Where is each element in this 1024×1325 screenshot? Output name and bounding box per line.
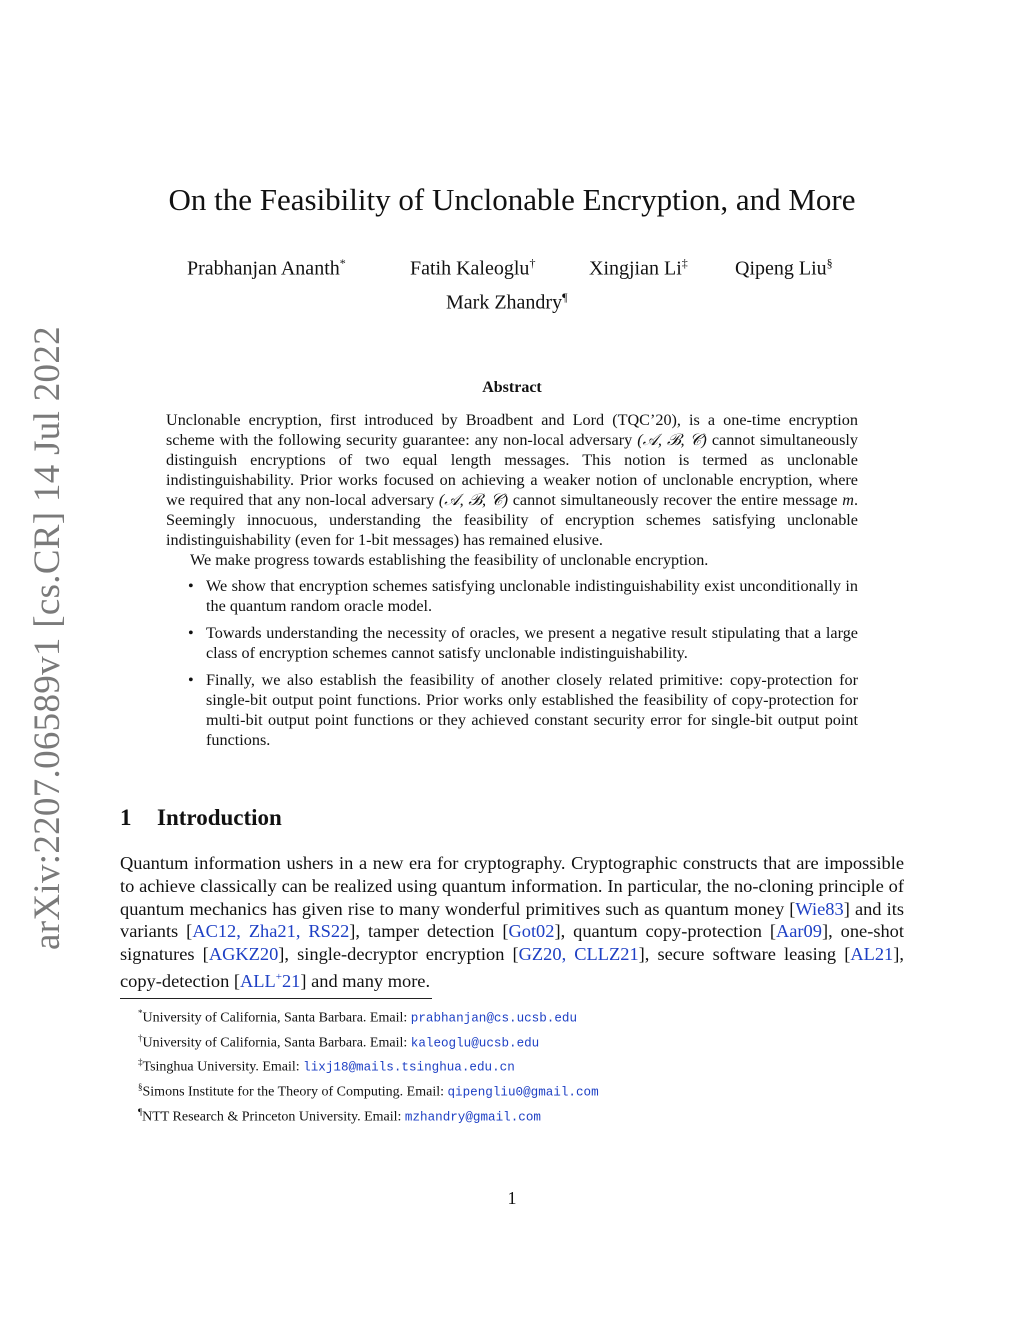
footnote-text: Simons Institute for the Theory of Computing. Email: <box>142 1084 448 1100</box>
abstract-paragraph <box>166 410 858 550</box>
intro-text: ] and its variants [ <box>120 898 905 942</box>
citation-part: ALL <box>240 971 276 992</box>
footnote-text: Tsinghua University. Email: <box>142 1059 304 1075</box>
list-item-text: Finally, we also establish the feasibility of another closely related primitive: copy-protection for single-bit output point functions. Prior works only established the feasibility of copy-protection for multi-bit output point functions or they achieved constant security error for single-bit output point functions. <box>206 671 858 749</box>
citation-link[interactable]: Aar09 <box>775 921 822 942</box>
intro-text: ], secure software leasing [ <box>638 944 851 965</box>
author-liu <box>735 256 833 281</box>
paper-title: On the Feasibility of Unclonable Encryption, and More <box>168 182 856 217</box>
intro-text: ], one-shot signatures [ <box>120 921 904 965</box>
section-title: Introduction <box>157 805 282 830</box>
intro-text: ], quantum copy-protection [ <box>554 921 776 942</box>
intro-text: Quantum information ushers in a new era for cryptography. Cryptographic constructs that are impossible to achieve classically can be realized using quantum information. In particular, the no-cloning principle of quantum mechanics has given rise to many wonderful primitives such as quantum money [ <box>120 853 904 919</box>
author-footnote-mark: ‡ <box>681 256 688 270</box>
footnote-mark: § <box>138 1081 143 1092</box>
abstract-text: . Seemingly innocuous, understanding the feasibility of encryption schemes satisfying unclonable indistinguishability (even for 1-bit messages) has remained elusive. <box>166 491 859 549</box>
footnote-text: NTT Research & Princeton University. Email: <box>142 1109 405 1125</box>
abstract-text: Unclonable encryption, first introduced by Broadbent and Lord (TQC’20), is a one-time encryption scheme with the following security guarantee: any non-local adversary <box>166 411 858 449</box>
citation-link[interactable]: Zha21 <box>248 921 296 942</box>
intro-text: ], tamper detection [ <box>349 921 509 942</box>
adversary-tuple: (𝒜, ℬ, 𝒞) <box>438 491 508 509</box>
contribution-list <box>166 576 858 750</box>
page-number: 1 <box>507 1188 517 1208</box>
footnote <box>138 1078 599 1103</box>
footnote-text: University of California, Santa Barbara. Email: <box>142 1035 411 1051</box>
author-zhandry <box>446 290 568 315</box>
list-item <box>166 576 858 616</box>
citation-separator: , <box>236 921 249 942</box>
citation-link[interactable]: RS22 <box>308 921 350 942</box>
footnote-mark: † <box>138 1032 143 1043</box>
citation-link[interactable]: AL21 <box>850 944 894 965</box>
email-link[interactable]: lixj18@mails.tsinghua.edu.cn <box>303 1060 515 1075</box>
footnote-text: University of California, Santa Barbara. Email: <box>142 1010 411 1026</box>
section-number: 1 <box>120 805 132 830</box>
list-item-text: We show that encryption schemes satisfying unclonable indistinguishability exist unconditionally in the quantum random oracle model. <box>206 577 858 615</box>
footnotes <box>138 1004 599 1127</box>
author-ananth <box>187 256 346 281</box>
citation-link[interactable]: GZ20 <box>518 944 562 965</box>
intro-text: ] and many more. <box>300 971 431 992</box>
email-link[interactable]: mzhandry@gmail.com <box>404 1110 541 1125</box>
list-item <box>166 670 858 750</box>
citation-separator: , <box>295 921 309 942</box>
author-li <box>589 256 688 281</box>
email-link[interactable]: qipengliu0@gmail.com <box>447 1085 599 1100</box>
bullet-icon: • <box>188 624 194 642</box>
abstract-text: cannot simultaneously recover the entire message <box>507 491 843 509</box>
author-footnote-mark: ¶ <box>562 290 568 304</box>
email-link[interactable]: kaleoglu@ucsb.edu <box>410 1036 540 1051</box>
citation-part: 21 <box>281 971 301 992</box>
citation-superscript: + <box>275 970 282 983</box>
email-link[interactable]: prabhanjan@cs.ucsb.edu <box>410 1011 578 1026</box>
footnote <box>138 1103 599 1128</box>
arxiv-identifier-stamp: arXiv:2207.06589v1 [cs.CR] 14 Jul 2022 <box>27 326 68 950</box>
footnote-mark: * <box>138 1008 143 1018</box>
message-variable: m <box>842 491 854 509</box>
author-name: Xingjian Li <box>589 257 682 280</box>
citation-separator: , <box>561 944 575 965</box>
author-name: Qipeng Liu <box>735 257 827 280</box>
abstract-paragraph: We make progress towards establishing the feasibility of unclonable encryption. <box>190 551 709 569</box>
citation-link[interactable]: AC12 <box>192 921 237 942</box>
citation-link[interactable] <box>240 971 300 991</box>
intro-text: ], copy-detection [ <box>120 944 904 992</box>
citation-link[interactable]: AGKZ20 <box>208 944 279 965</box>
bullet-icon: • <box>188 671 194 689</box>
abstract-text: cannot simultaneously distinguish encryptions of two equal length messages. This notion is termed as unclonable indistinguishability. Prior works focused on achieving a weaker notion of unclonable encryption, where we required that any non-local adversary <box>166 431 858 509</box>
footnote <box>138 1053 599 1078</box>
list-item <box>166 623 858 663</box>
citation-link[interactable]: Wie83 <box>795 898 844 919</box>
adversary-tuple: (𝒜, ℬ, 𝒞) <box>637 431 707 449</box>
author-footnote-mark: § <box>826 256 833 270</box>
author-name: Fatih Kaleoglu <box>410 257 530 280</box>
footnote-divider <box>120 998 432 999</box>
list-item-text: Towards understanding the necessity of oracles, we present a negative result stipulating that a large class of encryption schemes cannot satisfy unclonable indistinguishability. <box>206 624 858 662</box>
abstract-heading: Abstract <box>482 379 542 396</box>
footnote-mark: ‡ <box>138 1057 143 1068</box>
author-name: Prabhanjan Ananth <box>187 257 340 280</box>
footnote <box>138 1029 599 1054</box>
footnote-mark: ¶ <box>138 1106 143 1117</box>
citation-link[interactable]: Got02 <box>508 921 555 942</box>
author-kaleoglu <box>410 256 535 281</box>
author-name: Mark Zhandry <box>446 291 563 314</box>
author-footnote-mark: * <box>339 256 346 270</box>
section-heading <box>120 805 282 831</box>
bullet-icon: • <box>188 577 194 595</box>
author-footnote-mark: † <box>529 256 536 270</box>
intro-text: ], single-decryptor encryption [ <box>278 944 519 965</box>
introduction-paragraph <box>120 852 904 993</box>
footnote <box>138 1004 599 1029</box>
abstract-body <box>166 410 858 757</box>
citation-link[interactable]: CLLZ21 <box>574 944 639 965</box>
